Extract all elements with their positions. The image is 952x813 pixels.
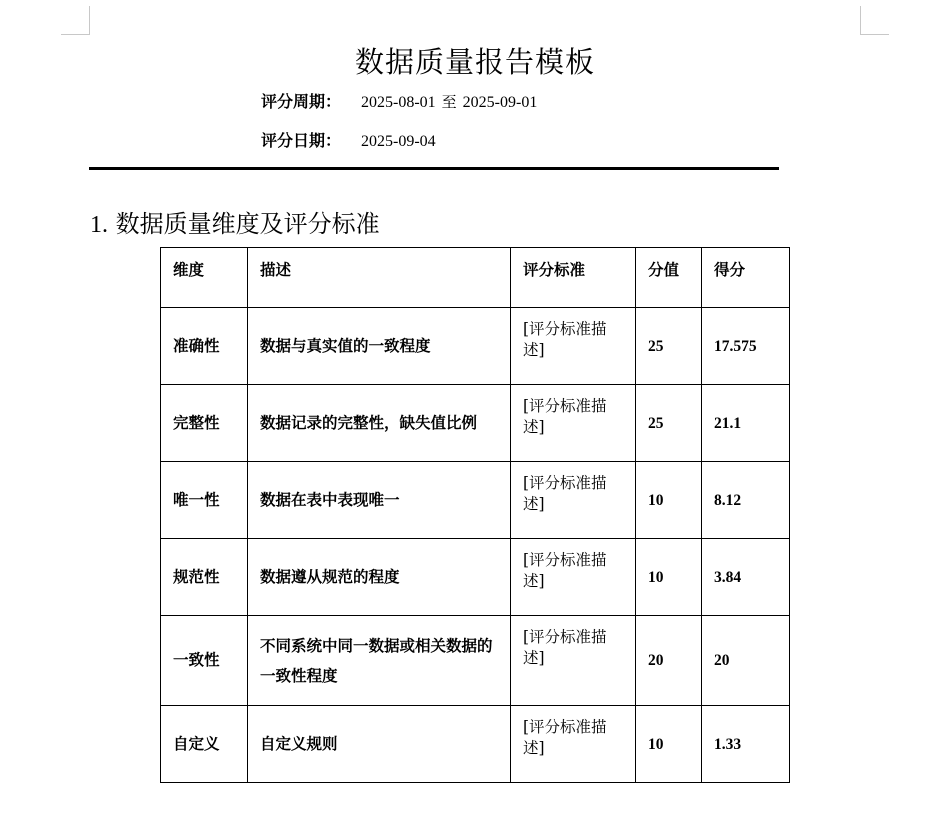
cell-dimension: 规范性 xyxy=(161,539,248,616)
cell-weight: 25 xyxy=(636,385,702,462)
cell-dimension: 完整性 xyxy=(161,385,248,462)
cell-criteria: [评分标准描述] xyxy=(511,385,636,462)
header-score: 得分 xyxy=(702,248,790,308)
cell-weight: 10 xyxy=(636,462,702,539)
table-row xyxy=(161,539,790,616)
section-heading xyxy=(90,204,380,239)
cell-score: 20 xyxy=(702,616,790,706)
cell-description: 数据与真实值的一致程度 xyxy=(248,308,511,385)
page-corner-mark-right xyxy=(860,6,889,35)
cell-dimension: 唯一性 xyxy=(161,462,248,539)
table-row xyxy=(161,706,790,783)
cell-criteria: [评分标准描述] xyxy=(511,539,636,616)
page-corner-mark-left xyxy=(61,6,90,35)
cell-description: 数据遵从规范的程度 xyxy=(248,539,511,616)
cell-criteria: [评分标准描述] xyxy=(511,308,636,385)
table-row xyxy=(161,308,790,385)
cell-score: 21.1 xyxy=(702,385,790,462)
cell-criteria: [评分标准描述] xyxy=(511,462,636,539)
cell-score: 3.84 xyxy=(702,539,790,616)
cell-description: 自定义规则 xyxy=(248,706,511,783)
header-criteria: 评分标准 xyxy=(511,248,636,308)
score-period-start: 2025-08-01 xyxy=(361,94,436,111)
table-row xyxy=(161,385,790,462)
section-number: 1. xyxy=(90,212,108,238)
section-title: 数据质量维度及评分标准 xyxy=(115,210,380,238)
score-date-value: 2025-09-04 xyxy=(361,133,436,150)
cell-description: 不同系统中同一数据或相关数据的一致性程度 xyxy=(248,616,511,706)
cell-weight: 10 xyxy=(636,539,702,616)
cell-description: 数据记录的完整性，缺失值比例 xyxy=(248,385,511,462)
score-period-label: 评分周期： xyxy=(261,92,342,111)
header-divider xyxy=(89,167,779,170)
cell-weight: 25 xyxy=(636,308,702,385)
document-title: 数据质量报告模板 xyxy=(354,45,595,79)
cell-score: 8.12 xyxy=(702,462,790,539)
cell-weight: 10 xyxy=(636,706,702,783)
cell-score: 1.33 xyxy=(702,706,790,783)
cell-dimension: 一致性 xyxy=(161,616,248,706)
cell-dimension: 自定义 xyxy=(161,706,248,783)
table-header-row xyxy=(161,248,790,308)
cell-criteria: [评分标准描述] xyxy=(511,706,636,783)
score-date-label: 评分日期： xyxy=(261,131,342,150)
cell-criteria: [评分标准描述] xyxy=(511,616,636,706)
header-description: 描述 xyxy=(248,248,511,308)
header-weight: 分值 xyxy=(636,248,702,308)
table-row xyxy=(161,616,790,706)
quality-dimensions-table xyxy=(160,247,790,783)
cell-description: 数据在表中表现唯一 xyxy=(248,462,511,539)
cell-score: 17.575 xyxy=(702,308,790,385)
cell-dimension: 准确性 xyxy=(161,308,248,385)
header-dimension: 维度 xyxy=(161,248,248,308)
table-row xyxy=(161,462,790,539)
score-period-separator: 至 xyxy=(441,93,457,111)
score-date-row xyxy=(261,128,436,151)
cell-weight: 20 xyxy=(636,616,702,706)
score-period-end: 2025-09-01 xyxy=(462,94,538,111)
score-period-row xyxy=(261,89,537,112)
